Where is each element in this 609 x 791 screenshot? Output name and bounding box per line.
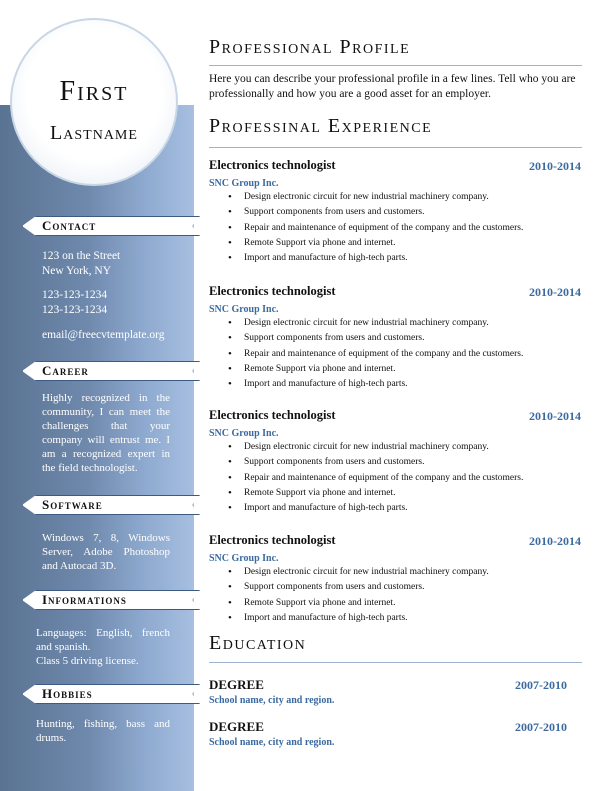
driving-license: Class 5 driving license. xyxy=(36,655,139,667)
job-duties xyxy=(228,316,523,392)
education-rule xyxy=(209,662,582,663)
profile-text: Here you can describe your professional profile in a few lines. Tell who you are professionally and how you are a good asset for an employer. xyxy=(209,73,576,100)
software-text: Windows 7, 8, Windows Server, Adobe Photoshop and Autocad 3D. xyxy=(42,532,170,572)
duty-item: • Import and manufacture of high-tech parts. xyxy=(228,611,489,626)
duty-item: • Design electronic circuit for new industrial machinery company. xyxy=(228,440,523,455)
degree-school: School name, city and region. xyxy=(209,737,335,748)
degree-years: 2007-2010 xyxy=(515,720,567,734)
duty-item: • Design electronic circuit for new industrial machinery company. xyxy=(228,565,489,580)
job-title: Electronics technologist xyxy=(209,408,336,422)
address-line-1: 123 on the Street xyxy=(42,250,121,262)
address-line-2: New York, NY xyxy=(42,265,112,277)
contact-block xyxy=(42,249,164,343)
phone-1: 123-123-1234 xyxy=(42,289,108,301)
experience-heading: Professinal Experience xyxy=(209,115,433,137)
duty-item: • Import and manufacture of high-tech parts. xyxy=(228,377,523,392)
job-duties xyxy=(228,190,523,266)
last-name: Lastname xyxy=(50,122,138,144)
job-years: 2010-2014 xyxy=(529,534,581,548)
languages: Languages: English, french and spanish. xyxy=(36,627,170,653)
duty-item: • Remote Support via phone and internet. xyxy=(228,596,489,611)
software-heading: Software xyxy=(42,497,103,512)
job-title: Electronics technologist xyxy=(209,533,336,547)
duty-item: • Repair and maintenance of equipment of the company and the customers. xyxy=(228,221,523,236)
job-company: SNC Group Inc. xyxy=(209,304,279,315)
hobbies-text: Hunting, fishing, bass and drums. xyxy=(36,718,170,744)
duty-item: • Design electronic circuit for new industrial machinery company. xyxy=(228,316,523,331)
job-title: Electronics technologist xyxy=(209,158,336,172)
duty-item: • Import and manufacture of high-tech parts. xyxy=(228,251,523,266)
hobbies-heading: Hobbies xyxy=(42,686,93,701)
name-circle xyxy=(10,18,178,186)
duty-item: • Remote Support via phone and internet. xyxy=(228,236,523,251)
job-title: Electronics technologist xyxy=(209,284,336,298)
education-heading: Education xyxy=(209,632,307,654)
job-company: SNC Group Inc. xyxy=(209,428,279,439)
duty-item: • Design electronic circuit for new industrial machinery company. xyxy=(228,190,523,205)
job-duties xyxy=(228,440,523,516)
career-heading: Career xyxy=(42,363,89,378)
duty-item: • Repair and maintenance of equipment of the company and the customers. xyxy=(228,347,523,362)
job-company: SNC Group Inc. xyxy=(209,553,279,564)
experience-rule xyxy=(209,147,582,148)
degree-school: School name, city and region. xyxy=(209,695,335,706)
degree-title: DEGREE xyxy=(209,719,264,734)
duty-item: • Support components from users and customers. xyxy=(228,580,489,595)
duty-item: • Import and manufacture of high-tech parts. xyxy=(228,501,523,516)
phone-2: 123-123-1234 xyxy=(42,304,108,316)
career-text: Highly recognized in the community, I can meet the challenges that your company will entrust me. I am a recognized expert in the field technologist. xyxy=(42,392,170,474)
informations-text xyxy=(36,626,170,668)
degree-title: DEGREE xyxy=(209,677,264,692)
job-duties xyxy=(228,565,489,626)
profile-heading: Professional Profile xyxy=(209,36,411,58)
duty-item: • Support components from users and customers. xyxy=(228,331,523,346)
informations-heading: Informations xyxy=(42,592,127,607)
duty-item: • Remote Support via phone and internet. xyxy=(228,362,523,377)
first-name: First xyxy=(59,76,129,107)
job-years: 2010-2014 xyxy=(529,409,581,423)
job-years: 2010-2014 xyxy=(529,159,581,173)
contact-heading: Contact xyxy=(42,218,97,233)
email[interactable]: email@freecvtemplate.org xyxy=(42,329,165,341)
job-years: 2010-2014 xyxy=(529,285,581,299)
duty-item: • Support components from users and customers. xyxy=(228,205,523,220)
duty-item: • Support components from users and customers. xyxy=(228,455,523,470)
degree-years: 2007-2010 xyxy=(515,678,567,692)
duty-item: • Remote Support via phone and internet. xyxy=(228,486,523,501)
job-company: SNC Group Inc. xyxy=(209,178,279,189)
duty-item: • Repair and maintenance of equipment of the company and the customers. xyxy=(228,471,523,486)
profile-rule xyxy=(209,65,582,66)
